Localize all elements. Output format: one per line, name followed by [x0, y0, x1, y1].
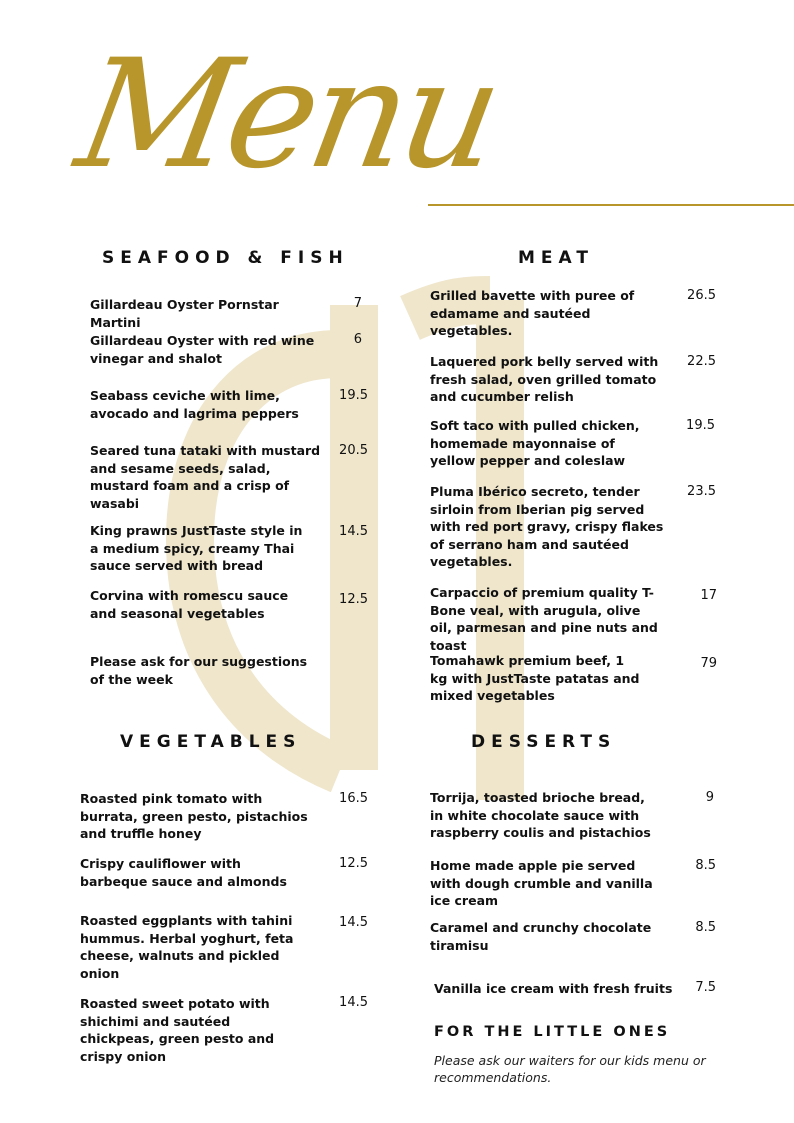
menu-item: Seared tuna tataki with mustard and sesame seeds, salad, mustard foam and a crisp of wasabi [90, 443, 321, 511]
menu-item-price: 9 [705, 790, 714, 805]
menu-item: King prawns JustTaste style in a medium spicy, creamy Thai sauce served with bread [90, 523, 303, 573]
menu-item: Torrija, toasted brioche bread, in white chocolate sauce with raspberry coulis and pistachios [430, 790, 651, 840]
menu-item: Seabass ceviche with lime, avocado and lagrima peppers [90, 388, 299, 421]
menu-item-price: 16.5 [339, 791, 368, 806]
menu-item-price: 14.5 [339, 524, 368, 539]
menu-item: Soft taco with pulled chicken, homemade mayonnaise of yellow pepper and coleslaw [430, 418, 640, 468]
menu-item: Roasted eggplants with tahini hummus. Herbal yoghurt, feta cheese, walnuts and pickled onion [80, 913, 294, 981]
menu-item-price: 14.5 [339, 995, 368, 1010]
menu-item-price: 79 [700, 656, 717, 671]
menu-item-price: 17 [700, 588, 717, 603]
menu-item: Grilled bavette with puree of edamame and sautéed vegetables. [430, 288, 635, 338]
menu-item-price: 8.5 [695, 920, 716, 935]
menu-item: Corvina with romescu sauce and seasonal vegetables [90, 588, 289, 621]
menu-item-price: 26.5 [687, 288, 716, 303]
section-heading-meat: MEAT [518, 248, 594, 268]
menu-item-price: 19.5 [339, 388, 368, 403]
menu-item-price: 12.5 [339, 856, 368, 871]
menu-item-price: 6 [353, 332, 362, 347]
menu-item: Laquered pork belly served with fresh salad, oven grilled tomato and cucumber relish [430, 354, 659, 404]
menu-item-price: 19.5 [686, 418, 715, 433]
title-underline [428, 204, 794, 206]
section-heading-little-ones: FOR THE LITTLE ONES [434, 1024, 671, 1040]
menu-item: Gillardeau Oyster with red wine vinegar and shalot [90, 333, 315, 366]
menu-item: Gillardeau Oyster Pornstar Martini [90, 297, 279, 330]
menu-item: Home made apple pie served with dough crumble and vanilla ice cream [430, 858, 653, 908]
menu-note-suggestions: Please ask for our suggestions of the week [90, 654, 308, 687]
menu-item-price: 20.5 [339, 443, 368, 458]
menu-item-price: 12.5 [339, 592, 368, 607]
menu-item-price: 7 [353, 296, 362, 311]
menu-item-price: 8.5 [695, 858, 716, 873]
menu-item: Crispy cauliflower with barbeque sauce and almonds [80, 856, 287, 889]
menu-item-price: 7.5 [695, 980, 716, 995]
menu-item: Roasted sweet potato with shichimi and sautéed chickpeas, green pesto and crispy onion [80, 996, 275, 1064]
section-heading-seafood: SEAFOOD & FISH [102, 248, 349, 268]
section-heading-desserts: DESSERTS [471, 732, 617, 752]
menu-item-price: 22.5 [687, 354, 716, 369]
kids-menu-note: Please ask our waiters for our kids menu or recommendations. [434, 1053, 706, 1085]
menu-item: Roasted pink tomato with burrata, green pesto, pistachios and truffle honey [80, 791, 308, 841]
menu-item-price: 14.5 [339, 915, 368, 930]
menu-item: Tomahawk premium beef, 1 kg with JustTaste patatas and mixed vegetables [430, 653, 640, 703]
section-heading-vegetables: VEGETABLES [120, 732, 302, 752]
menu-item: Pluma Ibérico secreto, tender sirloin from Iberian pig served with red port gravy, crispy flakes of serrano ham and sautéed vegetables. [430, 484, 664, 569]
menu-item: Caramel and crunchy chocolate tiramisu [430, 920, 652, 953]
menu-title: Menu [66, 28, 509, 202]
menu-item: Carpaccio of premium quality T-Bone veal, with arugula, olive oil, parmesan and pine nuts and toast [430, 585, 658, 653]
menu-item: Vanilla ice cream with fresh fruits [434, 981, 673, 996]
menu-item-price: 23.5 [687, 484, 716, 499]
